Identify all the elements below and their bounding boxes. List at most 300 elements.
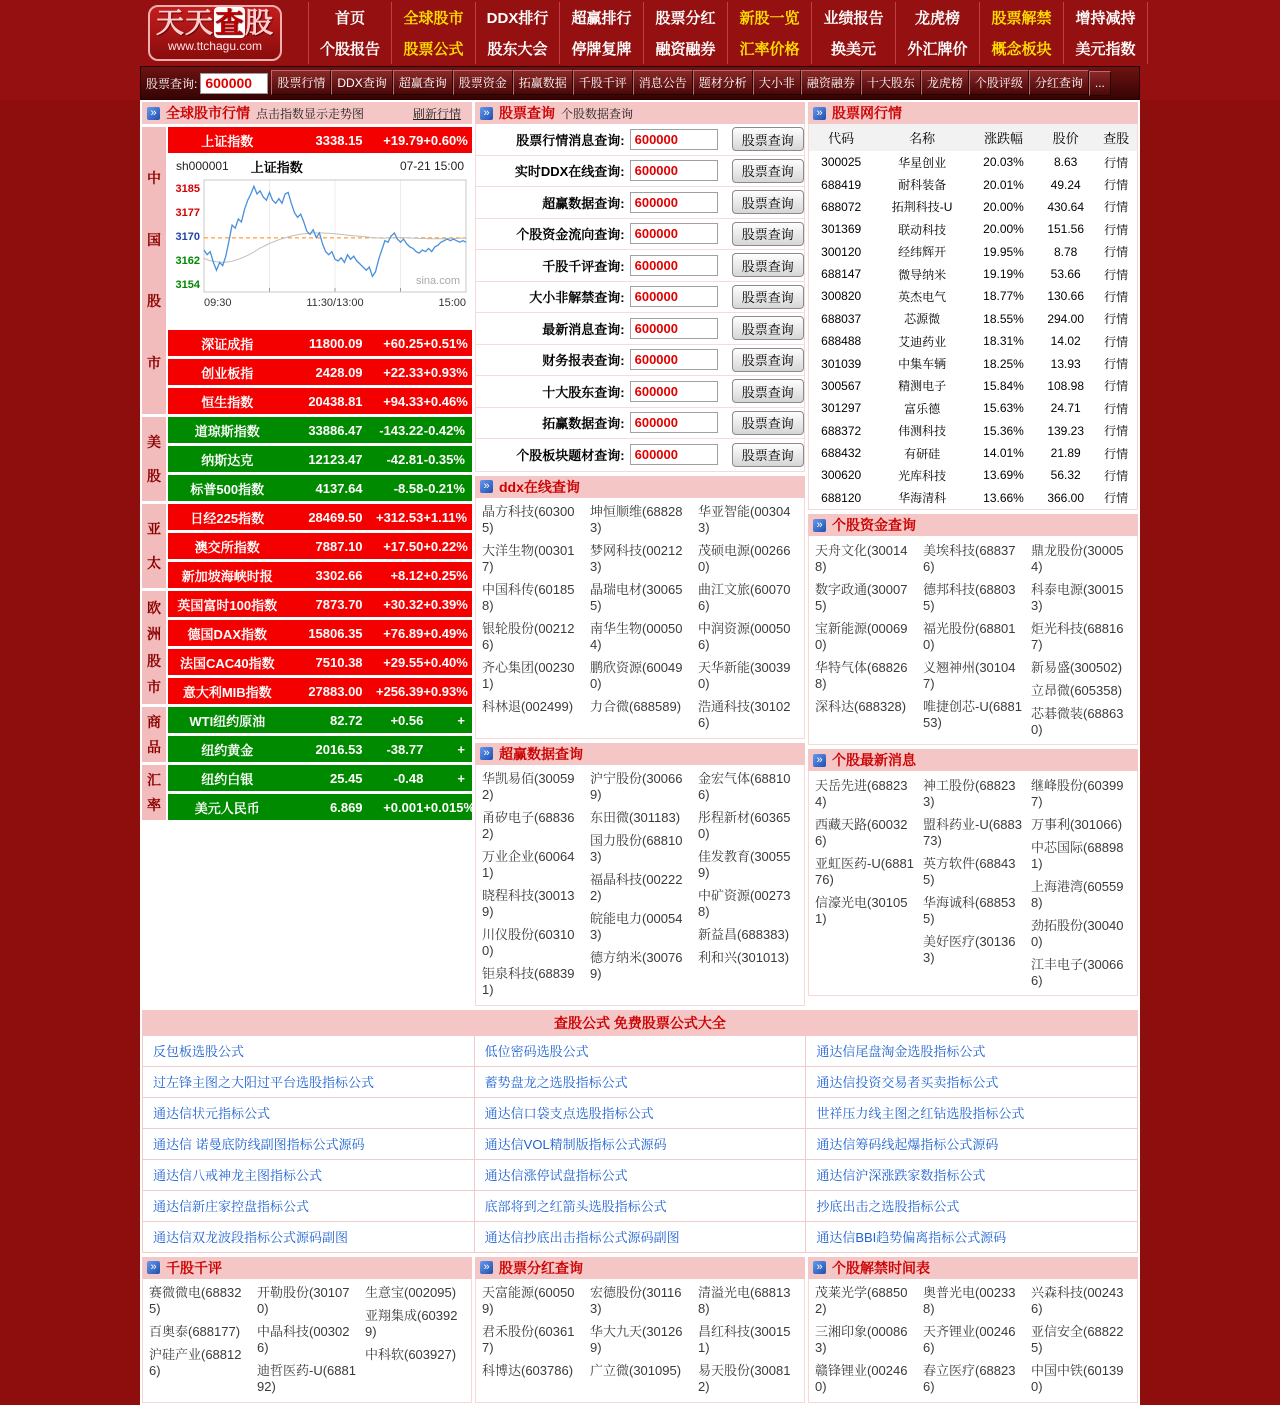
quote-name[interactable]: 精测电子 (898, 379, 947, 394)
quote-link-cell (1095, 487, 1137, 509)
stock-link[interactable]: 天舟文化(300148) (815, 542, 908, 574)
nav-item[interactable]: 个股报告 (308, 33, 392, 64)
query-submit-button[interactable]: 股票查询 (732, 443, 804, 467)
quote-detail-link[interactable]: 行情 (1104, 155, 1129, 170)
stock-link[interactable]: 盟科药业-U(688373) (923, 816, 1022, 848)
formula-cell (806, 1036, 1138, 1067)
stock-link[interactable]: 中润资源(000506) (698, 621, 791, 652)
formula-link[interactable]: 通达信VOL精制版指标公式源码 (484, 1137, 667, 1152)
index-pct: + (457, 741, 465, 757)
query-code-input[interactable] (630, 160, 718, 181)
query-submit-button[interactable]: 股票查询 (732, 253, 804, 277)
stock-link[interactable]: 赣锋锂业(002460) (815, 1363, 908, 1394)
quote-name[interactable]: 联动科技 (898, 222, 947, 237)
formula-link[interactable]: 通达信抄底出击指标公式源码副图 (484, 1230, 680, 1245)
ddx-panel (475, 476, 805, 739)
stock-link[interactable]: 银轮股份(002126) (482, 621, 575, 652)
quote-link-cell (1095, 330, 1137, 352)
quote-pct: 15.84% (983, 378, 1024, 393)
formula-link[interactable]: 通达信尾盘淘金选股指标公式 (816, 1044, 986, 1059)
toolbar-button[interactable]: 大小非 (753, 70, 801, 95)
stock-link[interactable]: 迪哲医药-U(688192) (257, 1363, 356, 1394)
nav-item[interactable]: DDX排行 (476, 2, 560, 33)
stock-link[interactable]: 福晶科技(002222) (590, 872, 683, 903)
stock-link[interactable]: 天岳先进(688234) (815, 777, 908, 809)
stock-link[interactable]: 继峰股份(603997) (1031, 777, 1124, 809)
quote-name[interactable]: 华星创业 (898, 155, 947, 170)
stock-link[interactable]: 华特气体(688268) (815, 659, 908, 691)
quote-code: 301297 (821, 401, 862, 416)
stock-link[interactable]: 劲拓股份(300400) (1031, 917, 1124, 949)
refresh-quotes-link[interactable]: 刷新行情 (412, 106, 461, 121)
nav-item[interactable]: 汇率价格 (728, 33, 812, 64)
index-change: +29.55 (383, 654, 424, 670)
index-row[interactable] (168, 330, 472, 356)
quote-row (809, 218, 1137, 240)
index-change: +94.33 (383, 393, 424, 409)
quote-name[interactable]: 芯源微 (904, 312, 941, 327)
quote-name[interactable]: 有研硅 (904, 446, 941, 461)
quote-price: 13.93 (1050, 356, 1081, 371)
link-panel-column (694, 768, 802, 1002)
quote-detail-link[interactable]: 行情 (1104, 357, 1129, 372)
quote-detail-link[interactable]: 行情 (1104, 267, 1129, 282)
stock-link[interactable]: 沪宁股份(300669) (590, 771, 683, 802)
stock-link[interactable]: 美好医疗(301363) (923, 933, 1016, 965)
stock-link[interactable]: 浩通科技(301026) (698, 699, 791, 730)
index-change: +22.33 (383, 364, 424, 380)
nav-item[interactable]: 全球股市 (392, 2, 476, 33)
stock-link[interactable]: 万事利(301066) (1031, 816, 1123, 832)
market-rows (168, 127, 472, 414)
query-code-input[interactable] (630, 444, 718, 465)
quote-detail-link[interactable]: 行情 (1104, 491, 1129, 506)
quote-price: 8.63 (1054, 155, 1078, 170)
quote-name[interactable]: 华海清科 (898, 491, 947, 506)
stock-link[interactable]: 茂硕电源(002660) (698, 543, 791, 574)
formula-link[interactable]: 低位密码选股公式 (484, 1044, 589, 1059)
quote-detail-link[interactable]: 行情 (1104, 379, 1129, 394)
quote-pct: 13.66% (983, 490, 1024, 505)
index-value: 7887.10 (315, 538, 363, 554)
index-row[interactable] (168, 388, 472, 414)
stock-link[interactable]: 神工股份(688233) (923, 777, 1016, 809)
region-char: 国 (147, 231, 161, 248)
toolbar-button[interactable]: 题材分析 (693, 70, 753, 95)
formula-link[interactable]: 通达信 诺曼底防线副图指标公式源码 (153, 1137, 365, 1152)
toolbar-button[interactable]: 十大股东 (861, 70, 921, 95)
quote-name[interactable]: 耐科装备 (898, 178, 947, 193)
quote-code: 300120 (821, 244, 862, 259)
formula-link[interactable]: 通达信状元指标公式 (153, 1106, 271, 1121)
quote-detail-link[interactable]: 行情 (1104, 178, 1129, 193)
stock-link[interactable]: 亚翔集成(603929) (365, 1308, 458, 1339)
quote-name[interactable]: 伟测科技 (898, 424, 947, 439)
stock-link[interactable]: 南华生物(000504) (590, 621, 683, 652)
stock-link[interactable]: 鼎龙股份(300054) (1031, 542, 1124, 574)
toolbar-button[interactable]: 消息公告 (633, 70, 693, 95)
stock-link[interactable]: 皖能电力(000543) (590, 911, 683, 942)
stock-link[interactable]: 生意宝(002095) (365, 1285, 457, 1300)
query-submit-button[interactable]: 股票查询 (732, 127, 804, 151)
stock-link[interactable]: 君禾股份(603617) (482, 1324, 575, 1355)
formula-link[interactable]: 通达信新庄家控盘指标公式 (153, 1199, 310, 1214)
region-char: 欧 (147, 599, 161, 616)
stock-link[interactable]: 天华新能(300390) (698, 660, 791, 691)
formula-cell (475, 1222, 807, 1253)
stock-link[interactable]: 甬矽电子(688362) (482, 810, 575, 841)
stock-link[interactable]: 亚虹医药-U(688176) (815, 855, 914, 887)
stock-link[interactable]: 川仪股份(603100) (482, 927, 575, 958)
quote-link-cell (1095, 375, 1137, 397)
nav-item[interactable]: 龙虎榜 (896, 2, 980, 33)
quote-pct: 15.63% (983, 401, 1024, 416)
query-submit-button[interactable]: 股票查询 (732, 411, 804, 435)
quote-detail-link[interactable]: 行情 (1104, 424, 1129, 439)
index-name: 恒生指数 (201, 394, 254, 410)
stock-link[interactable]: 华海诚科(688535) (923, 894, 1016, 926)
query-code-input[interactable] (630, 318, 718, 339)
quote-link-cell (1095, 241, 1137, 263)
stock-link[interactable]: 美埃科技(688376) (923, 542, 1016, 574)
query-code-input[interactable] (630, 286, 718, 307)
stock-link[interactable]: 西藏天路(600326) (815, 816, 908, 848)
stock-link[interactable]: 数字政通(300075) (815, 581, 908, 613)
stock-link[interactable]: 万业企业(600641) (482, 849, 575, 880)
bottom-grid (142, 1257, 1138, 1403)
stock-link[interactable]: 钜泉科技(688391) (482, 966, 575, 997)
query-submit-button[interactable]: 股票查询 (732, 285, 804, 309)
formula-grid (142, 1036, 1138, 1253)
formula-link[interactable]: 通达信双龙波段指标公式源码副图 (153, 1230, 349, 1245)
stock-link[interactable]: 中芯国际(688981) (1031, 839, 1124, 871)
formula-link[interactable]: 通达信投资交易者买卖指标公式 (816, 1075, 999, 1090)
index-row[interactable] (168, 127, 472, 153)
stock-link[interactable]: 深科达(688328) (815, 698, 907, 714)
toolbar-button[interactable]: 千股千评 (573, 70, 633, 95)
query-code-input[interactable] (630, 129, 718, 150)
stock-link[interactable]: 亚信安全(688225) (1031, 1324, 1124, 1355)
index-row[interactable] (168, 359, 472, 385)
index-row[interactable] (168, 417, 472, 443)
query-label: 拓赢数据查询: (542, 416, 625, 432)
stock-link[interactable]: 晶瑞电材(300655) (590, 582, 683, 613)
stock-link[interactable]: 德方纳米(300769) (590, 950, 683, 981)
quote-detail-link[interactable]: 行情 (1104, 401, 1129, 416)
quote-detail-link[interactable]: 行情 (1104, 222, 1129, 237)
stock-link[interactable]: 德邦科技(688035) (923, 581, 1016, 613)
jiejin-panel (808, 1257, 1138, 1403)
nav-item[interactable]: 外汇牌价 (896, 33, 980, 64)
stock-link[interactable]: 芯碁微装(688630) (1031, 705, 1124, 737)
nav-item[interactable]: 美元指数 (1064, 33, 1148, 64)
quote-name[interactable]: 富乐德 (904, 401, 941, 416)
quote-detail-link[interactable]: 行情 (1104, 200, 1129, 215)
index-row[interactable] (168, 620, 472, 646)
logo-url: www.ttchagu.com (167, 39, 263, 53)
quote-code: 688432 (821, 446, 862, 461)
toolbar-button[interactable]: 股票资金 (453, 70, 513, 95)
stock-link[interactable]: 利和兴(301013) (698, 950, 790, 965)
quote-link-cell (1095, 173, 1137, 195)
stock-link[interactable]: 福光股份(688010) (923, 620, 1016, 652)
global-market-panel (142, 102, 476, 1006)
quote-code: 301039 (821, 356, 862, 371)
quote-name[interactable]: 英杰电气 (898, 289, 947, 304)
nav-item[interactable]: 停牌复牌 (560, 33, 644, 64)
query-submit-button[interactable]: 股票查询 (732, 190, 804, 214)
toolbar-button[interactable]: 融资融券 (801, 70, 861, 95)
formula-link[interactable]: 蓄势盘龙之选股指标公式 (484, 1075, 628, 1090)
stock-link[interactable]: 曲江文旅(600706) (698, 582, 791, 613)
stock-link[interactable]: 中矿资源(002738) (698, 888, 791, 919)
nav-row-1 (308, 2, 1148, 33)
link-panel-column (361, 1282, 469, 1399)
query-row (476, 376, 804, 408)
stock-link[interactable]: 梦网科技(002123) (590, 543, 683, 574)
panel-bullet-icon: » (480, 480, 493, 493)
stock-link[interactable]: 东田微(301183) (590, 810, 681, 825)
stock-link[interactable]: 中晶科技(003026) (257, 1324, 350, 1355)
toolbar-button[interactable]: 分红查询 (1029, 70, 1089, 95)
toolbar-button[interactable]: 个股评级 (969, 70, 1029, 95)
quote-row (809, 263, 1137, 285)
quote-name[interactable]: 微导纳米 (898, 267, 947, 282)
toolbar-button[interactable]: ... (1089, 71, 1111, 96)
stock-link[interactable]: 国力股份(688103) (590, 833, 683, 864)
quote-link-cell (1095, 442, 1137, 464)
formula-link[interactable]: 通达信筹码线起爆指标公式源码 (816, 1137, 999, 1152)
stock-link[interactable]: 科泰电源(300153) (1031, 581, 1124, 613)
nav-item[interactable]: 新股一览 (728, 2, 812, 33)
index-row[interactable] (168, 736, 472, 762)
toolbar-button[interactable]: 龙虎榜 (921, 70, 969, 95)
quote-link-cell (1095, 420, 1137, 442)
stock-link[interactable]: 炬光科技(688167) (1031, 620, 1124, 652)
stock-link[interactable]: 昌红科技(300151) (698, 1324, 791, 1355)
link-panel-title: 个股资金查询 (832, 517, 916, 533)
stock-link[interactable]: 佳发教育(300559) (698, 849, 791, 880)
quote-detail-link[interactable]: 行情 (1104, 245, 1129, 260)
stock-link[interactable]: 天富能源(600509) (482, 1285, 575, 1316)
toolbar-button[interactable]: 超赢查询 (393, 70, 453, 95)
stock-link[interactable]: 大洋生物(003017) (482, 543, 575, 574)
stock-link[interactable]: 中科软(603927) (365, 1347, 457, 1362)
nav-item[interactable]: 概念板块 (980, 33, 1064, 64)
nav-item[interactable]: 超赢排行 (560, 2, 644, 33)
region-char: 率 (147, 797, 161, 813)
index-change: +30.32 (383, 596, 424, 612)
market-section (142, 765, 476, 820)
index-pct: +0.51% (423, 335, 468, 351)
svg-text:sina.com: sina.com (415, 275, 460, 287)
stock-link[interactable]: 三湘印象(000863) (815, 1324, 908, 1355)
formula-link[interactable]: 过左锋主图之大阳过平台选股指标公式 (153, 1075, 375, 1090)
stock-link[interactable]: 义翘神州(301047) (923, 659, 1016, 691)
stock-link[interactable]: 赛微微电(688325) (149, 1285, 242, 1316)
nav-item[interactable]: 首页 (308, 2, 392, 33)
index-row[interactable] (168, 707, 472, 733)
stock-link[interactable]: 科博达(603786) (482, 1363, 574, 1378)
quote-name[interactable]: 中集车辆 (898, 357, 947, 372)
index-name: 纽约黄金 (201, 742, 254, 758)
index-row[interactable] (168, 446, 472, 472)
panel-bullet-icon: » (813, 1261, 826, 1274)
query-submit-button[interactable]: 股票查询 (732, 222, 804, 246)
quote-name[interactable]: 光库科技 (898, 468, 947, 483)
index-change: +19.79 (383, 132, 424, 148)
formula-link[interactable]: 通达信八戒神龙主图指标公式 (153, 1168, 323, 1183)
query-submit-button[interactable]: 股票查询 (732, 348, 804, 372)
stock-link[interactable]: 易天股份(300812) (698, 1363, 791, 1394)
toolbar-button[interactable]: 拓赢数据 (513, 70, 573, 95)
formula-link[interactable]: 抄底出击之选股指标公式 (816, 1199, 960, 1214)
nav-item[interactable]: 股票解禁 (980, 2, 1064, 33)
stock-link[interactable]: 力合微(688589) (590, 699, 682, 714)
site-logo[interactable] (148, 5, 282, 61)
stock-link[interactable]: 鹏欣资源(600490) (590, 660, 683, 691)
index-row[interactable] (168, 765, 472, 791)
stock-link[interactable]: 奥普光电(002338) (923, 1285, 1016, 1316)
market-section (142, 591, 472, 704)
stock-link[interactable]: 晶方科技(603005) (482, 504, 575, 535)
market-rows (168, 765, 476, 820)
main-nav (308, 2, 1148, 64)
index-change: +17.50 (383, 538, 424, 554)
quote-row (809, 330, 1137, 352)
quote-price: 108.98 (1047, 378, 1085, 393)
formula-link[interactable]: 通达信沪深涨跌家数指标公式 (816, 1168, 986, 1183)
index-row[interactable] (168, 504, 472, 530)
quote-table-panel (808, 102, 1138, 510)
stock-link[interactable]: 兴森科技(002436) (1031, 1285, 1124, 1316)
index-row[interactable] (168, 475, 472, 501)
quote-detail-link[interactable]: 行情 (1104, 289, 1129, 304)
stock-link[interactable]: 唯捷创芯-U(688153) (923, 698, 1022, 730)
quote-price: 151.56 (1047, 222, 1085, 237)
nav-item[interactable]: 业绩报告 (812, 2, 896, 33)
quote-link-cell (1095, 218, 1137, 240)
index-row[interactable] (168, 649, 472, 675)
link-panel-header (475, 743, 805, 765)
stock-link[interactable]: 沪硅产业(688126) (149, 1347, 242, 1378)
formula-link[interactable]: 通达信涨停试盘指标公式 (484, 1168, 628, 1183)
query-label: 个股板块题材查询: (516, 448, 625, 464)
index-row[interactable] (168, 533, 472, 559)
stock-link[interactable]: 中国中铁(601390) (1031, 1363, 1124, 1394)
query-row (476, 439, 804, 471)
stock-link[interactable]: 广立微(301095) (590, 1363, 682, 1378)
stock-link[interactable]: 宝新能源(000690) (815, 620, 908, 652)
query-code-input[interactable] (630, 192, 718, 213)
stock-link[interactable]: 华凯易佰(300592) (482, 771, 575, 802)
nav-item[interactable]: 换美元 (812, 33, 896, 64)
quote-detail-link[interactable]: 行情 (1104, 312, 1129, 327)
nav-item[interactable]: 股东大会 (476, 33, 560, 64)
formula-link[interactable]: 反包板选股公式 (153, 1044, 245, 1059)
link-panel-title: 超赢数据查询 (499, 745, 583, 762)
query-label: 十大股东查询: (542, 384, 625, 400)
quote-name[interactable]: 艾迪药业 (898, 334, 947, 349)
stock-link[interactable]: 华大九天(301269) (590, 1324, 683, 1355)
formula-link[interactable]: 底部将到之红箭头选股指标公式 (484, 1199, 667, 1214)
nav-item[interactable]: 股票公式 (392, 33, 476, 64)
index-row[interactable] (168, 562, 472, 588)
stock-query-header (475, 102, 805, 124)
quote-detail-link[interactable]: 行情 (1104, 334, 1129, 349)
toolbar-button[interactable]: 股票行情 (271, 70, 331, 95)
stock-link[interactable]: 茂莱光学(688502) (815, 1285, 908, 1316)
formula-link[interactable]: 通达信BBI趋势偏离指标公式源码 (816, 1230, 1007, 1245)
quote-pct: 20.00% (983, 199, 1024, 214)
stock-link[interactable]: 英方软件(688435) (923, 855, 1016, 887)
stock-link[interactable]: 坤恒顺维(688283) (590, 504, 683, 535)
nav-item[interactable]: 增持减持 (1064, 2, 1148, 33)
toolbar-button[interactable]: DDX查询 (331, 70, 392, 95)
index-pct: -0.42% (423, 422, 465, 438)
stock-link[interactable]: 彤程新材(603650) (698, 810, 791, 841)
stock-link[interactable]: 江丰电子(300666) (1031, 956, 1124, 988)
query-submit-button[interactable]: 股票查询 (732, 316, 804, 340)
stock-link[interactable]: 信濠光电(301051) (815, 894, 908, 926)
stock-link[interactable]: 清溢光电(688138) (698, 1285, 791, 1316)
stock-link[interactable]: 开勒股份(301070) (257, 1285, 350, 1316)
stock-link[interactable]: 华亚智能(003043) (698, 504, 791, 535)
stock-link[interactable]: 天齐锂业(002466) (923, 1324, 1016, 1355)
stock-link[interactable]: 春立医疗(688236) (923, 1363, 1016, 1394)
quote-row (809, 375, 1137, 397)
query-submit-button[interactable]: 股票查询 (732, 159, 804, 183)
stock-link[interactable]: 科林退(002499) (482, 699, 574, 714)
quote-name[interactable]: 经纬辉开 (898, 245, 947, 260)
link-panel-header (808, 514, 1138, 536)
stock-link[interactable]: 新益昌(688383) (698, 927, 790, 942)
quote-name[interactable]: 拓荆科技-U (891, 200, 953, 215)
stock-link[interactable]: 百奥泰(688177) (149, 1324, 241, 1339)
quote-detail-link[interactable]: 行情 (1104, 468, 1129, 483)
stock-link[interactable]: 晓程科技(300139) (482, 888, 575, 919)
query-code-input[interactable] (630, 349, 718, 370)
index-row[interactable] (168, 678, 472, 704)
quote-pct: 15.36% (983, 423, 1024, 438)
quote-detail-link[interactable]: 行情 (1104, 446, 1129, 461)
query-code-input[interactable] (630, 223, 718, 244)
stock-link[interactable]: 宏德股份(301163) (590, 1285, 682, 1316)
quote-code: 688372 (821, 423, 862, 438)
index-row[interactable] (168, 591, 472, 617)
stock-link[interactable]: 立昂微(605358) (1031, 682, 1123, 698)
stock-code-input[interactable] (200, 73, 268, 94)
query-code-input[interactable] (630, 412, 718, 433)
formula-link[interactable]: 通达信口袋支点选股指标公式 (484, 1106, 654, 1121)
nav-item[interactable]: 融资融券 (644, 33, 728, 64)
stock-link[interactable]: 齐心集团(002301) (482, 660, 575, 691)
query-code-input[interactable] (630, 255, 718, 276)
nav-item[interactable]: 股票分红 (644, 2, 728, 33)
stock-link[interactable]: 上海港湾(605598) (1031, 878, 1124, 910)
stock-query-subtitle: 个股数据查询 (561, 106, 634, 121)
stock-link[interactable]: 新易盛(300502) (1031, 659, 1123, 675)
stock-link[interactable]: 金宏气体(688106) (698, 771, 791, 802)
index-row[interactable] (168, 794, 476, 820)
query-code-input[interactable] (630, 381, 718, 402)
formula-link[interactable]: 世祥压力线主图之红钻选股指标公式 (816, 1106, 1025, 1121)
query-submit-button[interactable]: 股票查询 (732, 379, 804, 403)
stock-link[interactable]: 中国科传(601858) (482, 582, 575, 613)
index-change: +0.001 (383, 799, 424, 815)
index-name: 英国富时100指数 (177, 597, 278, 613)
formula-cell (143, 1036, 475, 1067)
